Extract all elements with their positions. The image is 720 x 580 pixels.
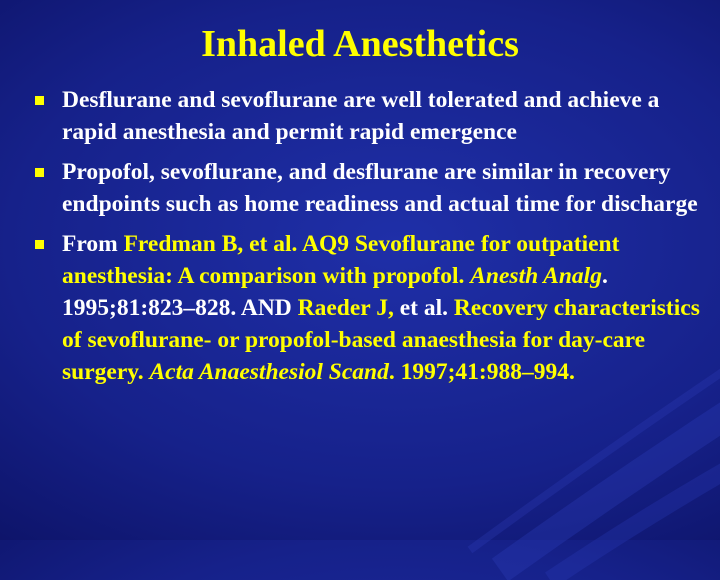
bullet-text-segment: From xyxy=(62,231,124,257)
bullet-item xyxy=(32,84,704,148)
bullet-list xyxy=(32,84,704,396)
bullet-text-segment: Recovery characteristics of sevoflurane- or propofol-based anaesthesia for day-care surgery. xyxy=(62,295,700,385)
bullet-text-segment: et al. xyxy=(399,295,454,321)
bullet-text-segment: . 1997;41:988–994. xyxy=(388,359,575,385)
slide-title: Inhaled Anesthetics xyxy=(201,23,519,65)
bullet-text-segment: Propofol, sevoflurane, and desflurane are similar in recovery endpoints such as home readiness and actual time for discharge xyxy=(62,159,698,217)
bullet-text-segment: Anesth Analg xyxy=(470,263,602,289)
bullet-text-segment: Raeder J, xyxy=(297,295,400,321)
bullet-text-segment: Fredman B, et al. AQ9 Sevoflurane for outpatient anesthesia: A comparison with propofol. xyxy=(62,231,620,289)
bullet-text-segment: Acta Anaesthesiol Scand xyxy=(149,359,389,385)
bullet-text-segment: Desflurane and sevoflurane are well tolerated and achieve a rapid anesthesia and permit rapid emergence xyxy=(62,87,660,145)
bullet-square-icon xyxy=(35,168,44,177)
bullet-item xyxy=(32,156,704,220)
bullet-square-icon xyxy=(35,96,44,105)
bullet-square-icon xyxy=(35,240,44,249)
bullet-item xyxy=(32,228,704,388)
bullet-text-segment: . 1995;81:823–828. AND xyxy=(62,263,608,321)
